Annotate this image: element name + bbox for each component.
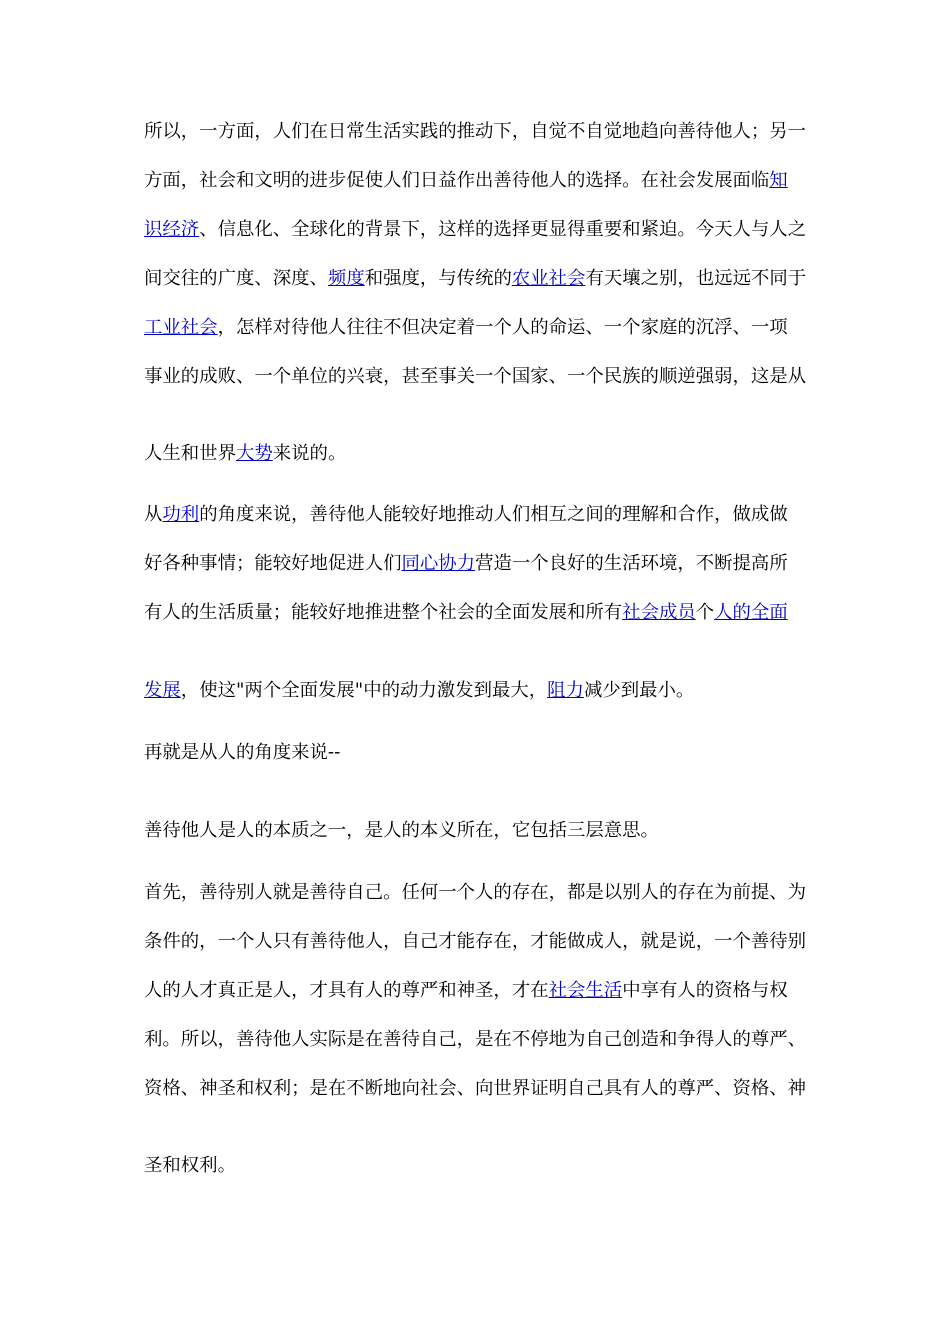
paragraph-1-line-7 <box>144 441 824 467</box>
paragraph-1-line-5 <box>144 315 824 341</box>
text-segment: 个 <box>695 602 715 623</box>
text-segment: 、信息化、全球化的背景下，这样的选择更显得重要和紧迫。今天人与人之 <box>199 219 807 240</box>
text-segment: 间交往的广度、深度、 <box>144 268 328 289</box>
paragraph-5-line-1 <box>144 880 824 906</box>
paragraph-5-line-4 <box>144 1027 824 1053</box>
text-segment: 人的人才真正是人，才具有人的尊严和神圣，才在 <box>144 980 549 1001</box>
paragraph-2-line-4 <box>144 678 824 704</box>
hyperlink[interactable]: 人的全面 <box>714 602 788 623</box>
paragraph-1-line-6 <box>144 364 824 390</box>
text-segment: 条件的，一个人只有善待他人，自己才能存在，才能做成人，就是说，一个善待别 <box>144 931 807 952</box>
text-segment: 所以，一方面，人们在日常生活实践的推动下，自觉不自觉地趋向善待他人；另一 <box>144 121 807 142</box>
text-segment: 和强度，与传统的 <box>364 268 512 289</box>
text-segment: 从 <box>144 504 163 525</box>
text-segment: ，怎样对待他人往往不但决定着一个人的命运、一个家庭的沉浮、一项 <box>217 317 788 338</box>
text-segment: 利。所以，善待他人实际是在善待自己，是在不停地为自己创造和争得人的尊严、 <box>144 1029 807 1050</box>
hyperlink[interactable]: 同心协力 <box>401 553 476 574</box>
paragraph-1-line-2 <box>144 168 824 194</box>
paragraph-5-line-2 <box>144 929 824 955</box>
paragraph-3-line-1 <box>144 740 824 766</box>
hyperlink[interactable]: 阻力 <box>547 680 584 701</box>
hyperlink[interactable]: 农业社会 <box>511 268 586 289</box>
hyperlink[interactable]: 知 <box>769 170 788 191</box>
text-segment: 好各种事情；能较好地促进人们 <box>144 553 402 574</box>
hyperlink[interactable]: 社会生活 <box>548 980 623 1001</box>
hyperlink[interactable]: 工业社会 <box>144 317 218 338</box>
paragraph-1-line-4 <box>144 266 824 292</box>
text-segment: 来说的。 <box>272 443 347 464</box>
text-segment: 圣和权利。 <box>144 1155 236 1176</box>
paragraph-1-line-1 <box>144 119 824 145</box>
text-segment: 营造一个良好的生活环境，不断提高所 <box>475 553 788 574</box>
text-segment: 有天壤之别，也远远不同于 <box>585 268 807 289</box>
text-segment: ，使这"两个全面发展"中的动力激发到最大， <box>180 680 548 701</box>
paragraph-4-line-1 <box>144 818 824 844</box>
paragraph-5-line-5 <box>144 1076 824 1102</box>
paragraph-2-line-1 <box>144 502 824 528</box>
text-segment: 的角度来说，善待他人能较好地推动人们相互之间的理解和合作，做成做 <box>199 504 788 525</box>
paragraph-1-line-3 <box>144 217 824 243</box>
text-segment: 人生和世界 <box>144 443 236 464</box>
paragraph-2-line-3 <box>144 600 824 626</box>
paragraph-5-line-3 <box>144 978 824 1004</box>
text-segment: 有人的生活质量；能较好地推进整个社会的全面发展和所有 <box>144 602 623 623</box>
hyperlink[interactable]: 功利 <box>162 504 200 525</box>
text-segment: 资格、神圣和权利；是在不断地向社会、向世界证明自己具有人的尊严、资格、神 <box>144 1078 807 1099</box>
hyperlink[interactable]: 社会成员 <box>622 602 696 623</box>
text-segment: 善待他人是人的本质之一，是人的本义所在，它包括三层意思。 <box>144 820 659 841</box>
text-segment: 再就是从人的角度来说-- <box>144 742 341 763</box>
text-segment: 减少到最小。 <box>583 680 695 701</box>
hyperlink[interactable]: 大势 <box>235 443 273 464</box>
text-segment: 中享有人的资格与权 <box>622 980 788 1001</box>
text-segment: 首先，善待别人就是善待自己。任何一个人的存在，都是以别人的存在为前提、为 <box>144 882 807 903</box>
paragraph-2-line-2 <box>144 551 824 577</box>
text-segment: 事业的成败、一个单位的兴衰，甚至事关一个国家、一个民族的顺逆强弱，这是从 <box>144 366 807 387</box>
hyperlink[interactable]: 识经济 <box>144 219 200 240</box>
hyperlink[interactable]: 频度 <box>327 268 365 289</box>
paragraph-5-line-6 <box>144 1153 824 1179</box>
text-segment: 方面，社会和文明的进步促使人们日益作出善待他人的选择。在社会发展面临 <box>144 170 770 191</box>
hyperlink[interactable]: 发展 <box>144 680 181 701</box>
